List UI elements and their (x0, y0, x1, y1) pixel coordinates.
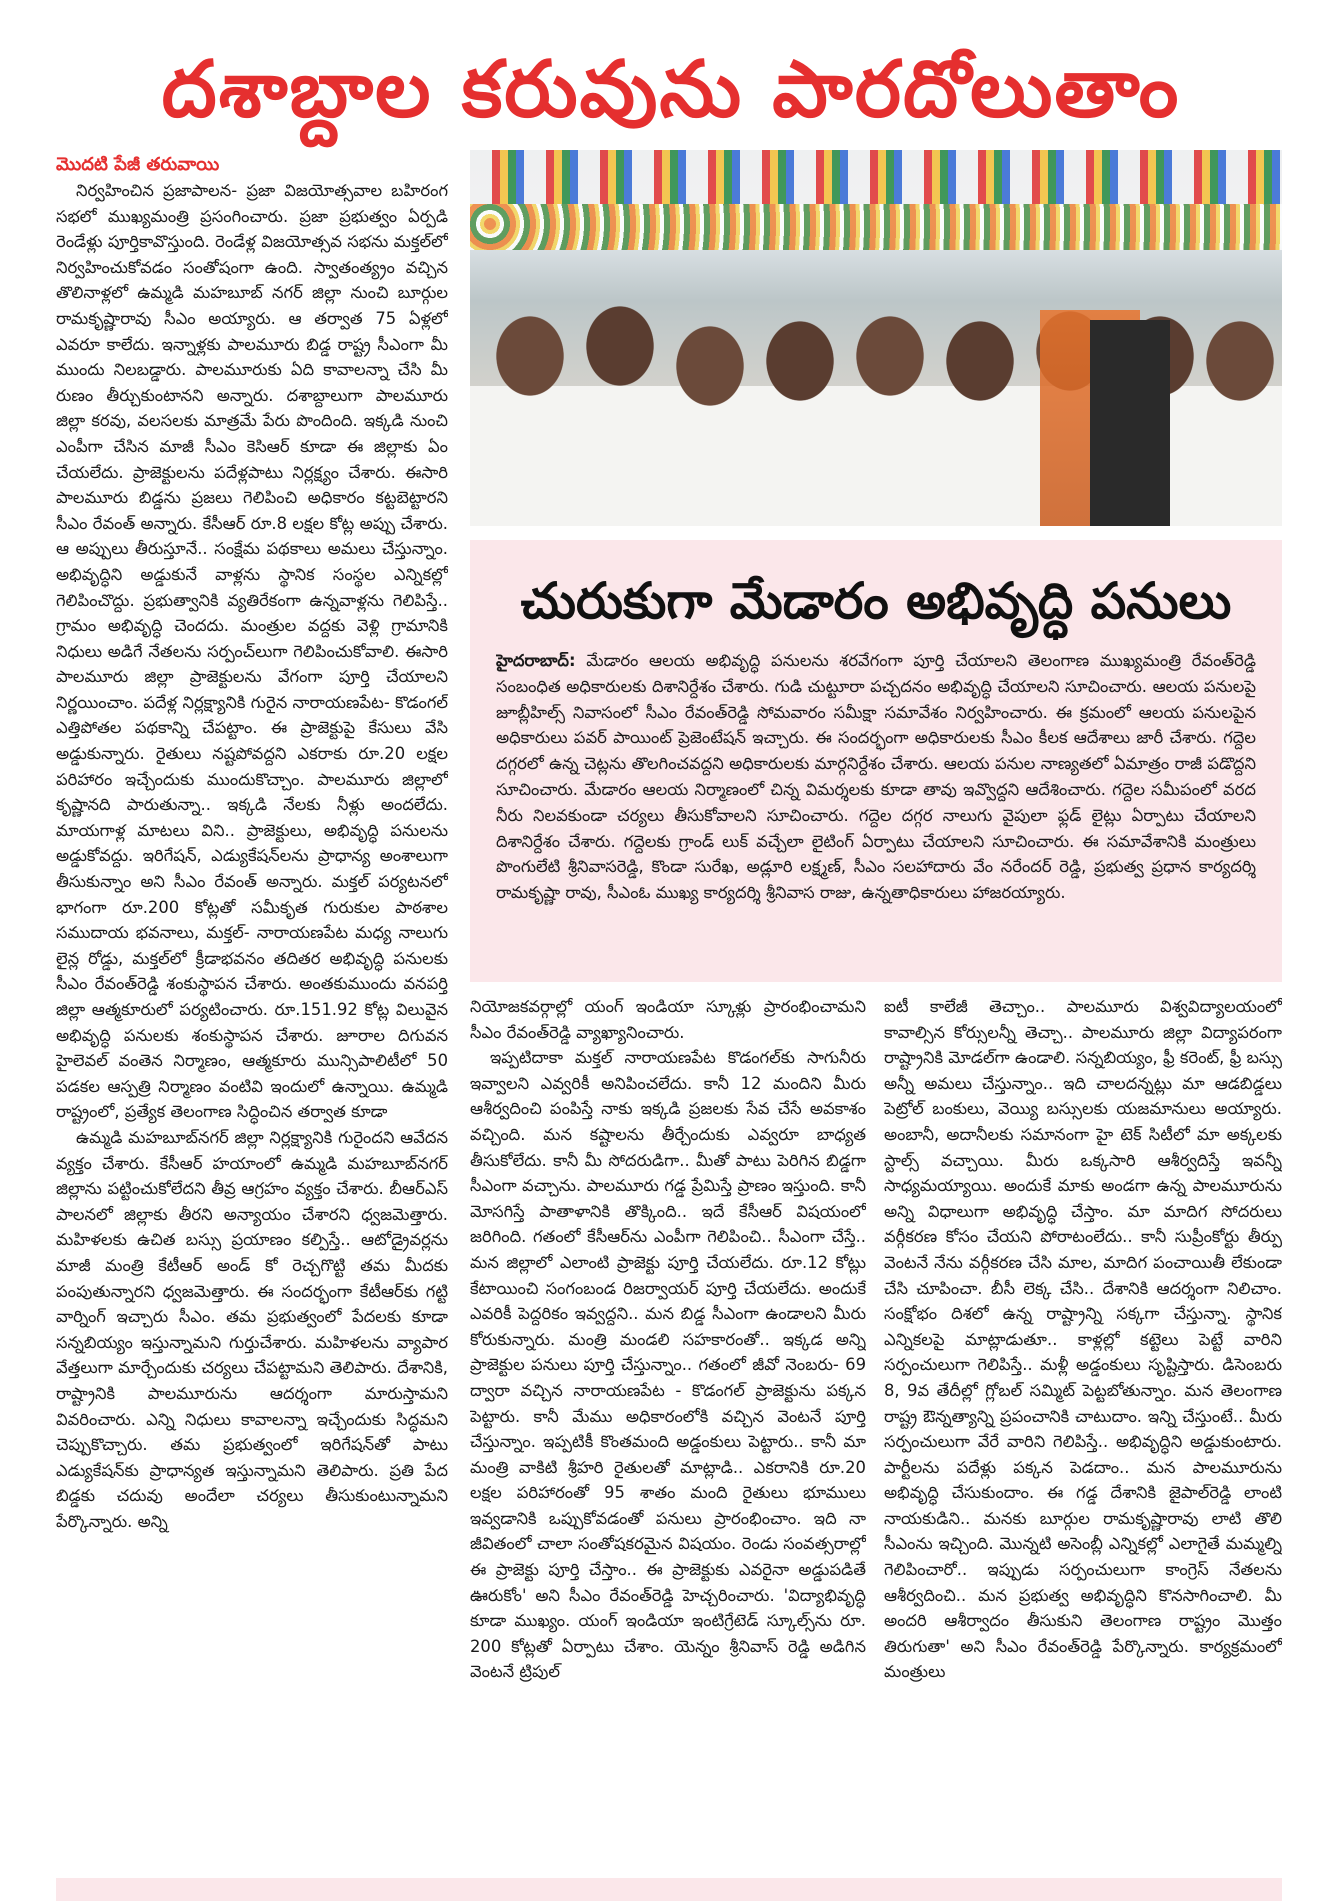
kicker: మొదటి పేజీ తరువాయి (56, 154, 220, 175)
left-paragraph-1: నిర్వహించిన ప్రజాపాలన- ప్రజా విజయోత్సవాల బహిరంగ సభలో ముఖ్యమంత్రి ప్రసంగించారు. ప్రజా ప్రభుత్వం ఏర్పడి రెండేళ్లు పూర్తికావొస్తుంది. రెండేళ్ల విజయోత్సవ సభను మక్తల్‌లో నిర్వహించుకోవడం సంతోషంగా ఉంది. స్వాతంత్య్రం వచ్చిన తొలినాళ్లలో ఉమ్మడి మహబూబ్ నగర్ జిల్లా నుంచి బూర్గుల రామకృష్ణారావు సీఎం అయ్యారు. ఆ తర్వాత 75 ఏళ్లలో ఎవరూ కాలేదు. ఇన్నాళ్లకు పాలమూరు బిడ్డ రాష్ట్ర సీఎంగా మీ ముందు నిలబడ్డారు. పాలమూరుకు ఏది కావాలన్నా చేసి మీ రుణం తీర్చుకుంటానని అన్నారు. దశాబ్దాలుగా పాలమూరు జిల్లా కరవు, వలసలకు మాత్రమే పేరు పొందింది. ఇక్కడి నుంచి ఎంపీగా చేసిన మాజీ సీఎం కెసిఆర్ కూడా ఈ జిల్లాకు ఏం చేయలేదు. ప్రాజెక్టులను పదేళ్లపాటు నిర్లక్ష్యం చేశారు. ఈసారి పాలమూరు బిడ్డను ప్రజలు గెలిపించి అధికారం కట్టబెట్టారని సీఎం రేవంత్ అన్నారు. కేసీఆర్ రూ.8 లక్షల కోట్ల అప్పు చేశారు. ఆ అప్పులు తీరుస్తూనే.. సంక్షేమ పథకాలు అమలు చేస్తున్నాం. అభివృద్ధిని అడ్డుకునే వాళ్లను స్థానిక సంస్థల ఎన్నికల్లో గెలిపించొద్దు. ప్రభుత్వానికి వ్యతిరేకంగా ఉన్నవాళ్లను గెలిపిస్తే.. గ్రామం అభివృద్ధి చెందదు. మంత్రుల వద్దకు వెళ్లి గ్రామానికి నిధులు అడిగే నేతలను సర్పంచ్‌లుగా గెలిపించుకోవాలి. ఈసారి పాలమూరు జిల్లా ప్రాజెక్టులను వేగంగా పూర్తి చేయాలని నిర్ణయించాం. పదేళ్ల నిర్లక్ష్యానికి గురైన నారాయణపేట- కొడంగల్ ఎత్తిపోతల పథకాన్ని చేపట్టాం. ఈ ప్రాజెక్టుపై కేసులు వేసి అడ్డుకున్నారు. రైతులు నష్టపోవద్దని ఎకరాకు రూ.20 లక్షల పరిహారం ఇచ్చేందుకు ముందుకొచ్చాం. పాలమూరు జిల్లాలో కృష్ణానది పారుతున్నా.. ఇక్కడి నేలకు నీళ్లు అందలేదు. మాయగాళ్ల మాటలు విని.. ప్రాజెక్టులు, అభివృద్ధి పనులను అడ్డుకోవద్దు. ఇరిగేషన్, ఎడ్యుకేషన్‌లను ప్రాధాన్య అంశాలుగా తీసుకున్నాం అని సీఎం రేవంత్ అన్నారు. మక్తల్ పర్యటనలో భాగంగా రూ.200 కోట్లతో సమీకృత గురుకుల పాఠశాల సముదాయ భవనాలు, మక్తల్- నారాయణపేట మధ్య నాలుగు లైన్ల రోడ్డు, మక్తల్‌లో క్రీడాభవనం తదితర అభివృద్ధి పనులకు సీఎం రేవంత్‌రెడ్డి శంకుస్థాపన చేశారు. అంతకుముందు వనపర్తి జిల్లా ఆత్మకూరులో పర్యటించారు. రూ.151.92 కోట్ల విలువైన అభివృద్ధి పనులకు శంకుస్థాపన చేశారు. జూరాల దిగువన హైలెవల్ వంతెన నిర్మాణం, ఆత్మకూరు మున్సిపాలిటీలో 50 పడకల ఆస్పత్రి నిర్మాణం వంటివి ఇందులో ఉన్నాయి. ఉమ్మడి రాష్ట్రంలో, ప్రత్యేక తెలంగాణ సిద్ధించిన తర్వాత కూడా (56, 181, 448, 1122)
left-paragraph-2: ఉమ్మడి మహబూబ్‌నగర్ జిల్లా నిర్లక్ష్యానికి గురైందని ఆవేదన వ్యక్తం చేశారు. కేసీఆర్ హయాంలో ఉమ్మడి మహబూబ్‌నగర్ జిల్లాను పట్టించుకోలేదని తీవ్ర ఆగ్రహం వ్యక్తం చేశారు. బీఆర్ఎస్ పాలనలో జిల్లాకు తీరని అన్యాయం చేశారని ధ్వజమెత్తారు. మహిళలకు ఉచిత బస్సు ప్రయాణం కల్పిస్తే.. ఆటోడ్రైవర్లను మాజీ మంత్రి కేటీఆర్ అండ్ కో రెచ్చగొట్టి తమ మీదకు పంపుతున్నారని ధ్వజమెత్తారు. ఈ సందర్భంగా కేటీఆర్‌కు గట్టి వార్నింగ్ ఇచ్చారు సీఎం. తమ ప్రభుత్వంలో పేదలకు కూడా సన్నబియ్యం ఇస్తున్నామని గుర్తుచేశారు. మహిళలను వ్యాపార వేత్తలుగా మార్చేందుకు చర్యలు చేపట్టామని తెలిపారు. దేశానికి, రాష్ట్రానికి పాలమూరును ఆదర్శంగా మారుస్తామని వివరించారు. ఎన్ని నిధులు కావాలన్నా ఇచ్చేందుకు సిద్ధమని చెప్పుకొచ్చారు. తమ ప్రభుత్వంలో ఇరిగేషన్‌తో పాటు ఎడ్యుకేషన్‌కు ప్రాధాన్యత ఇస్తున్నామని తెలిపారు. ప్రతి పేద బిడ్డకు చదువు అందేలా చర్యలు తీసుకుంటున్నామని పేర్కొన్నారు. అన్ని (56, 1127, 448, 1531)
middle-paragraph-1: నియోజకవర్గాల్లో యంగ్ ఇండియా స్కూళ్లు ప్రారంభించామని సీఎం రేవంత్‌రెడ్డి వ్యాఖ్యానించారు. (470, 997, 866, 1042)
middle-column (470, 994, 866, 1874)
left-column (56, 152, 448, 1872)
photo-dark-figure (1090, 320, 1170, 526)
sidebar-story-body (496, 648, 1256, 978)
middle-paragraph-2: ఇప్పటిదాకా మక్తల్ నారాయణపేట కొడంగల్‌కు సాగునీరు ఇవ్వాలని ఎవ్వరికీ అనిపించలేదు. కానీ 12 మందిని మీరు ఆశీర్వదించి పంపిస్తే నాకు ఇక్కడి ప్రజలకు సేవ చేసే అవకాశం వచ్చింది. మన కష్టాలను తీర్చేందుకు ఎవ్వరూ బాధ్యత తీసుకోలేదు. కానీ మీ సోదరుడిగా.. మీతో పాటు పెరిగిన బిడ్డగా సీఎంగా వచ్చాను. పాలమూరు గడ్డ ప్రేమిస్తే ప్రాణం ఇస్తుంది. కానీ మోసగిస్తే పాతాళానికి తొక్కింది.. ఇదే కేసీఆర్ విషయంలో జరిగింది. గతంలో కేసీఆర్‌ను ఎంపీగా గెలిపించి.. సీఎంగా చేస్తే.. మన జిల్లాలో ఎలాంటి ప్రాజెక్టు పూర్తి చేయలేదు. రూ.12 కోట్లు కేటాయించి సంగంబండ రిజర్వాయర్ పూర్తి చేయలేదు. అందుకే ఎవరికీ పెద్దరికం ఇవ్వద్దని.. మన బిడ్డ సీఎంగా ఉండాలని మీరు కోరుకున్నారు. మంత్రి మండలి సహకారంతో.. ఇక్కడ అన్ని ప్రాజెక్టుల పనులు పూర్తి చేస్తున్నాం.. గతంలో జీవో నెంబరు- 69 ద్వారా వచ్చిన నారాయణపేట - కొడంగల్ ప్రాజెక్టును పక్కన పెట్టారు. కానీ మేము అధికారంలోకి వచ్చిన వెంటనే పూర్తి చేస్తున్నాం. ఇప్పటికీ కొంతమంది అడ్డంకులు పెట్టారు.. కానీ మా మంత్రి వాకిటి శ్రీహరి రైతులతో మాట్లాడి.. ఎకరానికి రూ.20 లక్షల పరిహారంతో 95 శాతం మంది రైతులు భూములు ఇవ్వడానికి ఒప్పుకోవడంతో పనులు ప్రారంభించాం. ఇది నా జీవితంలో చాలా సంతోషకరమైన విషయం. రెండు సంవత్సరాల్లో ఈ ప్రాజెక్టు పూర్తి చేస్తాం.. ఈ ప్రాజెక్టుకు ఎవరైనా అడ్డుపడితే ఊరుకోం' అని సీఎం రేవంత్‌రెడ్డి హెచ్చరించారు. 'విద్యాభివృద్ధి కూడా ముఖ్యం. యంగ్ ఇండియా ఇంటిగ్రేటెడ్ స్కూల్స్‌ను రూ. 200 కోట్లతో ఏర్పాటు చేశాం. యెన్నం శ్రీనివాస్ రెడ్డి అడిగిన వెంటనే ట్రిపుల్ (470, 1048, 866, 1682)
photo-canopy (470, 150, 1282, 204)
right-column (884, 994, 1282, 1874)
sidebar-story-text: మేడారం ఆలయ అభివృద్ధి పనులను శరవేగంగా పూర్తి చేయాలని తెలంగాణ ముఖ్యమంత్రి రేవంత్‌రెడ్డి సంబంధిత అధికారులకు దిశానిర్దేశం చేశారు. గుడి చుట్టూరా పచ్చదనం అభివృద్ధి చేయాలని సూచించారు. ఆలయ పనులపై జూబ్లీహిల్స్ నివాసంలో సీఎం రేవంత్‌రెడ్డి సోమవారం సమీక్షా సమావేశం నిర్వహించారు. ఈ క్రమంలో ఆలయ పనులపైన అధికారులు పవర్ పాయింట్ ప్రెజెంటేషన్ ఇచ్చారు. ఈ సందర్భంగా అధికారులకు సీఎం కీలక ఆదేశాలు జారీ చేశారు. గద్దెల దగ్గరలో ఉన్న చెట్లను తొలగించవద్దని అధికారులకు మార్గనిర్దేశం చేశారు. ఆలయ పనుల నాణ్యతలో ఏమాత్రం రాజీ పడొద్దని సూచించారు. మేడారం ఆలయ నిర్మాణంలో చిన్న విమర్శలకు కూడా తావు ఇవ్వొద్దని ఆదేశించారు. గద్దెల సమీపంలో వరద నీరు నిలవకుండా చర్యలు తీసుకోవాలని సూచించారు. గద్దెల దగ్గర నాలుగు వైపులా ఫ్లడ్ లైట్లు ఏర్పాటు చేయాలని దిశానిర్దేశం చేశారు. గద్దెలకు గ్రాండ్ లుక్ వచ్చేలా లైటింగ్ ఏర్పాటు చేయాలని సూచించారు. ఈ సమావేశానికి మంత్రులు పొంగులేటి శ్రీనివాసరెడ్డి, కొండా సురేఖ, అడ్లూరి లక్ష్మణ్, సీఎం సలహాదారు వేం నరేందర్ రెడ్డి, ప్రభుత్వ ప్రధాన కార్యదర్శి రామకృష్ణా రావు, సీఎంఓ ముఖ్య కార్యదర్శి శ్రీనివాస రాజు, ఉన్నతాధికారులు హాజరయ్యారు. (496, 651, 1256, 903)
sidebar-story-title: చురుకుగా మేడారం అభివృద్ధి పనులు (520, 572, 1232, 630)
event-photo (470, 150, 1282, 526)
sidebar-story-box (470, 540, 1282, 982)
dateline: హైదరాబాద్: (496, 651, 576, 670)
right-paragraph-1: ఐటీ కాలేజీ తెచ్చాం.. పాలమూరు విశ్వవిద్యాలయంలో కావాల్సిన కోర్సులన్నీ తెచ్చా.. పాలమూరు జిల్లా విద్యాపరంగా రాష్ట్రానికి మోడల్‌గా ఉండాలి. సన్నబియ్యం, ఫ్రీ కరెంట్, ఫ్రీ బస్సు అన్నీ అమలు చేస్తున్నాం.. ఇది చాలదన్నట్లు మా ఆడబిడ్డలు పెట్రోల్ బంకులు, వెయ్యి బస్సులకు యజమానులు అయ్యారు. అంబానీ, అదానీలకు సమానంగా హై టెక్ సిటీలో మా అక్కలకు స్టాల్స్ వచ్చాయి. మీరు ఒక్కసారి ఆశీర్వదిస్తే ఇవన్నీ సాధ్యమయ్యాయి. అందుకే మాకు అండగా ఉన్న పాలమూరును అన్ని విధాలుగా అభివృద్ధి చేస్తాం. మా మాదిగ సోదరులు వర్గీకరణ కోసం చేయని పోరాటంలేదు.. కానీ సుప్రీంకోర్టు తీర్పు వెంటనే నేను వర్గీకరణ చేసి మాల, మాదిగ పంచాయితీ లేకుండా చేసి చూపించా. బీసీ లెక్క చేసి.. దేశానికి ఆదర్శంగా నిలిచాం. సంక్షోభం దిశలో ఉన్న రాష్ట్రాన్ని సక్కగా చేస్తున్నా. స్థానిక ఎన్నికలపై మాట్లాడుతూ.. కాళ్లల్లో కట్టెలు పెట్టే వారిని సర్పంచులుగా గెలిపిస్తే.. మళ్లీ అడ్డంకులు సృష్టిస్తారు. డిసెంబరు 8, 9వ తేదీల్లో గ్లోబల్ సమ్మిట్ పెట్టబోతున్నాం. మన తెలంగాణ రాష్ట్ర ఔన్నత్యాన్ని ప్రపంచానికి చాటుదాం. ఇన్ని చేస్తుంటే.. మీరు సర్పంచులుగా వేరే వారిని గెలిపిస్తే.. అభివృద్ధిని అడ్డుకుంటారు. పార్టీలను పదేళ్లు పక్కన పెడదాం.. మన పాలమూరును అభివృద్ధి చేసుకుందాం. ఈ గడ్డ దేశానికి జైపాల్‌రెడ్డి లాంటి నాయకుడిని.. మనకు బూర్గుల రామకృష్ణారావు లాటి తొలి సీఎంను ఇచ్చింది. మొన్నటి అసెంబ్లీ ఎన్నికల్లో ఎలాగైతే మమ్మల్ని గెలిపించారో.. ఇప్పుడు సర్పంచులుగా కాంగ్రెస్ నేతలను ఆశీర్వదించి.. మన ప్రభుత్వ అభివృద్ధిని కొనసాగించాలి. మీ అందరి ఆశీర్వాదం తీసుకుని తెలంగాణ రాష్ట్రం మొత్తం తిరుగుతా' అని సీఎం రేవంత్‌రెడ్డి పేర్కొన్నారు. కార్యక్రమంలో మంత్రులు (884, 997, 1282, 1682)
next-story-band (56, 1878, 1282, 1901)
headline: దశాబ్దాల కరువును పారదోలుతాం (161, 45, 1181, 135)
